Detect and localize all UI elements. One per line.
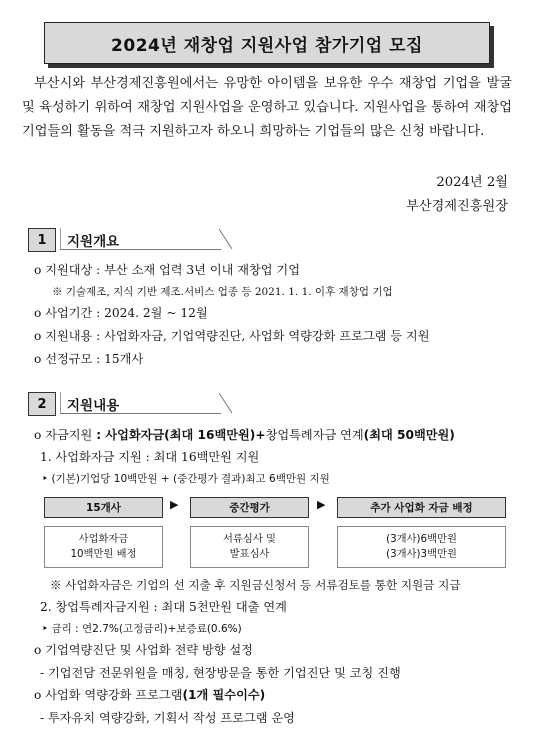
list-item-detail: - 투자유치 역량강화, 기획서 작성 프로그램 운영 [40,711,295,725]
step-interim-review: 중간평가 [190,497,309,518]
tab-corner-icon [219,392,233,414]
list-item: o 기업역량진단 및 사업화 전략 방향 설정 [34,643,253,657]
section-1-title: 지원개요 [67,234,120,250]
fund-prefix: o 자금지원 [34,428,97,442]
program-bold: (1개 필수이수) [182,688,266,702]
list-item: o 선정규모 : 15개사 [34,352,144,366]
list-item: o 지원대상 : 부산 소재 업력 3년 이내 재창업 기업 [34,263,300,277]
fund-support-line [34,426,455,443]
step-additional-funding: 추가 사업화 자금 배정 [337,497,506,518]
arrow-icon: ▶ [317,498,326,511]
page-title-box [44,22,490,64]
program-line [34,686,265,703]
announcement-date: 2024년 2월 [436,175,508,190]
tab-corner-icon [219,228,233,250]
sub-item-1: 1. 사업화자금 지원 : 최대 16백만원 지원 [40,450,260,464]
issuer-name: 부산경제진흥원장 [406,199,508,214]
sub-item-1-detail: ‣ (기본)기업당 10백만원 + (중간평가 결과)최고 6백만원 지원 [42,473,330,485]
arrow-icon: ▶ [170,498,179,511]
fund-bold-1: : 사업화자금(최대 16백만원)+ [96,428,266,442]
intro-paragraph: 부산시와 부산경제진흥원에서는 유망한 아이템을 보유한 우수 재창업 기업을 발굴 및 육성하기 위하여 재창업 지원사업을 운영하고 있습니다. 지원사업을 통하여 재창업 기업들의 활동을 적극 지원하고자 하오니 희망하는 기업들의 많은 신청 바랍니다. [22,76,512,139]
sub-item-2: 2. 창업특례자금지원 : 최대 5천만원 대출 연계 [40,600,287,614]
detail-line: 발표심사 [229,548,270,560]
detail-box-allocation [337,526,506,568]
page-title: 2024년 재창업 지원사업 참가기업 모집 [111,35,423,56]
detail-line: 서류심사 및 [222,533,276,545]
list-item-detail: - 기업전담 전문위원을 매칭, 현장방문을 통한 기업진단 및 코칭 진행 [40,666,401,680]
fund-bold-2: (최대 50백만원) [363,428,455,442]
list-item: o 지원내용 : 사업화자금, 기업역량진단, 사업화 역량강화 프로그램 등 지원 [34,329,430,343]
section-2-title: 지원내용 [67,398,120,414]
program-prefix: o 사업화 역량강화 프로그램 [34,688,183,702]
fund-mid: 창업특례자금 연계 [265,428,364,442]
detail-line: (3개사)6백만원 [386,533,457,545]
section-1-number: 1 [28,228,56,252]
section-2-header [28,392,228,414]
detail-line: (3개사)3백만원 [386,548,457,560]
list-item: o 사업기간 : 2024. 2월 ~ 12월 [34,306,208,320]
sub-item-2-detail: ‣ 금리 : 연2.7%(고정금리)+보증료(0.6%) [42,623,242,635]
section-2-number: 2 [28,392,56,416]
detail-box-review [190,526,309,568]
list-item-note: ※ 기술제조, 지식 기반 제조.서비스 업종 등 2021. 1. 1. 이후 재창업 기업 [52,286,393,298]
section-1-header [28,228,228,250]
funding-note: ※ 사업화자금은 기업의 선 지출 후 지원금신청서 등 서류검토를 통한 지원금 지급 [50,578,461,592]
detail-line: 10백만원 배정 [70,548,137,560]
section-2-tab [60,392,221,414]
detail-box-funding [44,526,163,568]
step-selection: 15개사 [44,497,163,518]
section-1-tab [60,228,221,250]
detail-line: 사업화자금 [78,533,129,545]
